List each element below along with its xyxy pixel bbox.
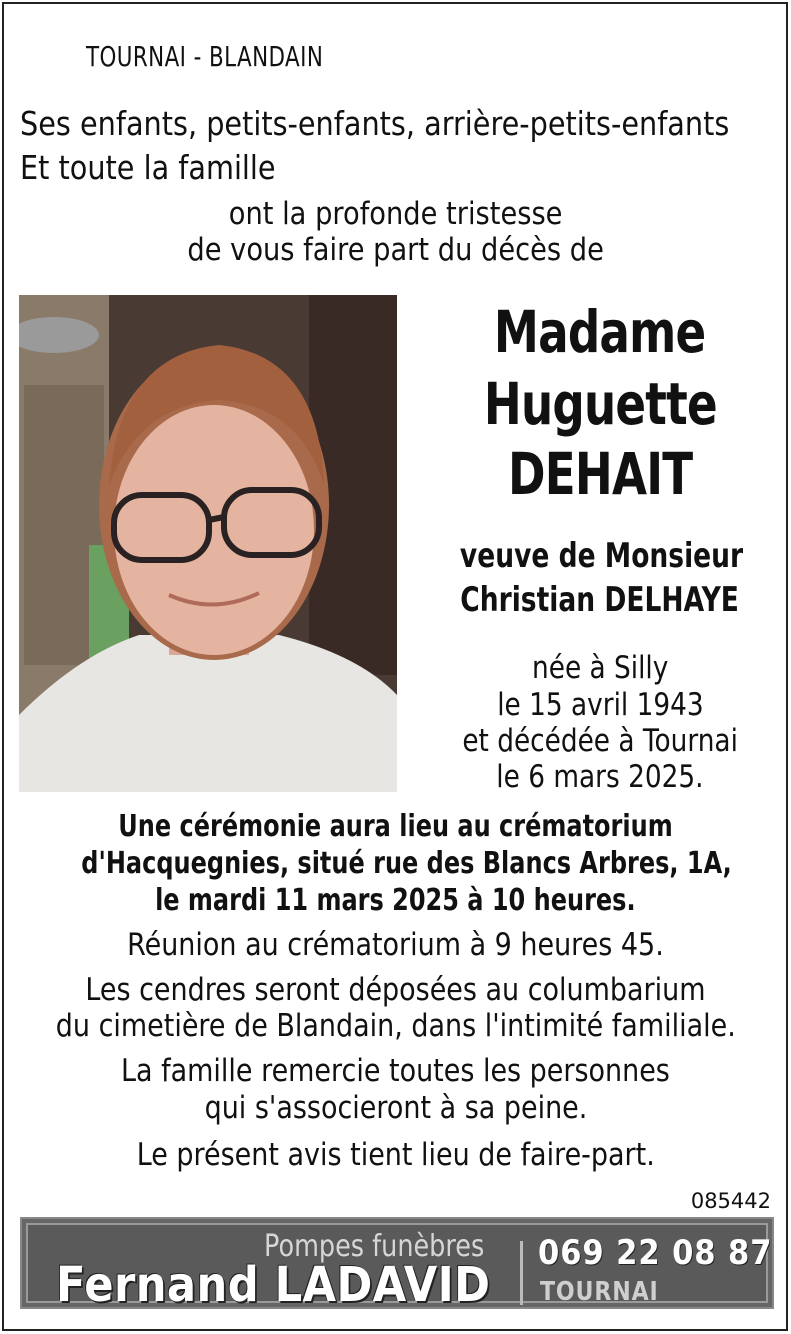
- thanks-line-2: qui s'associeront à sa peine.: [204, 1090, 587, 1126]
- ashes-line-2: du cimetière de Blandain, dans l'intimité familiale.: [55, 1008, 736, 1044]
- location-heading: TOURNAI - BLANDAIN: [86, 40, 324, 73]
- widow-line-2: Christian DELHAYE: [460, 580, 740, 620]
- ceremony-line-1: Une cérémonie aura lieu au crématorium: [118, 809, 673, 844]
- death-place: et décédée à Tournai: [462, 723, 738, 759]
- banner-panel: [26, 1223, 773, 1309]
- funeral-home-banner: [20, 1217, 774, 1309]
- deceased-title: Madame: [494, 298, 706, 366]
- birth-place: née à Silly: [531, 650, 669, 686]
- ceremony-line-3: le mardi 11 mars 2025 à 10 heures.: [155, 883, 636, 918]
- meeting-line: Réunion au crématorium à 9 heures 45.: [127, 927, 664, 963]
- funeral-home-label: Pompes funèbres: [264, 1229, 485, 1264]
- widow-line-1: veuve de Monsieur: [459, 536, 744, 576]
- deceased-first-name: Huguette: [483, 370, 717, 438]
- funeral-home-city: TOURNAI: [540, 1277, 659, 1307]
- banner-separator: [520, 1241, 523, 1305]
- thanks-line-1: La famille remercie toutes les personnes: [121, 1053, 670, 1089]
- reference-number: 085442: [690, 1189, 771, 1213]
- death-date: le 6 mars 2025.: [496, 759, 704, 795]
- ashes-line-1: Les cendres seront déposées au columbarium: [85, 972, 706, 1008]
- intro-line-1: ont la profonde tristesse: [228, 196, 563, 232]
- notice-line: Le présent avis tient lieu de faire-part.: [136, 1137, 655, 1173]
- funeral-home-name: Fernand LADAVID: [56, 1257, 491, 1309]
- birth-date: le 15 avril 1943: [496, 687, 704, 723]
- intro-line-2: de vous faire part du décès de: [187, 232, 604, 268]
- deceased-last-name: DEHAIT: [507, 440, 693, 508]
- family-line-2: Et toute la famille: [20, 148, 276, 187]
- portrait-photo: [19, 295, 397, 792]
- family-line-1: Ses enfants, petits-enfants, arrière-petits-enfants: [20, 104, 730, 143]
- funeral-home-phone: 069 22 08 87: [538, 1233, 773, 1273]
- ceremony-line-2: d'Hacquegnies, situé rue des Blancs Arbres, 1A,: [81, 846, 732, 881]
